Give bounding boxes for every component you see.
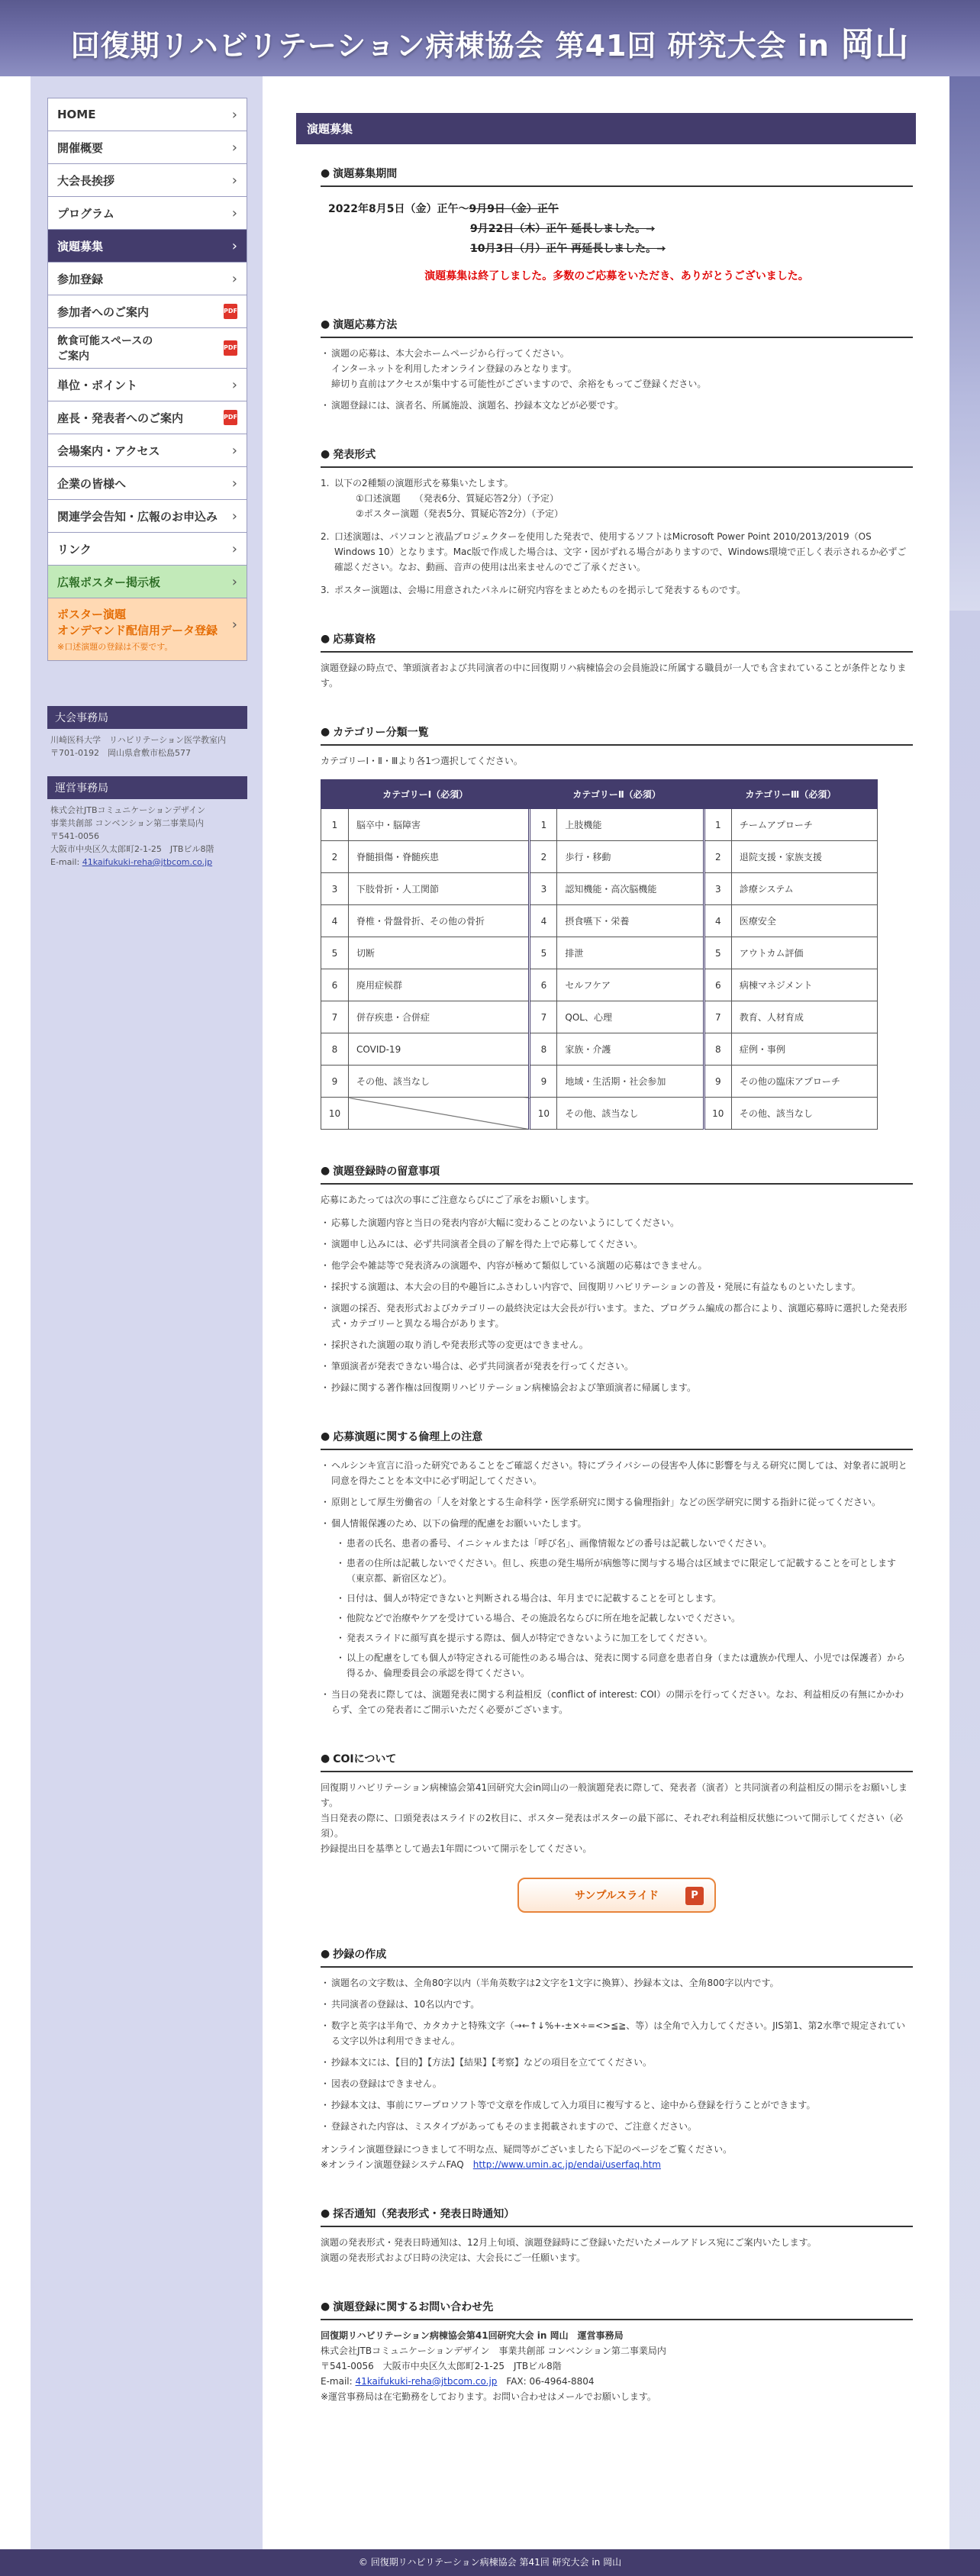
ops-heading: 運営事務局	[47, 776, 247, 799]
notes-intro: 応募にあたっては次の事にご注意ならびにご了承をお願いします。	[321, 1195, 595, 1205]
table-cell: 摂食嚥下・栄養	[557, 905, 704, 937]
chevron-right-icon: ›	[231, 540, 237, 557]
table-cell: 家族・介護	[557, 1033, 704, 1066]
list-item: 1. 以下の2種類の演題形式を募集いたします。 ①口述演題 （発表6分、質疑応答2分）（予定） ②ポスター演題（発表5分、質疑応答2分）（予定）	[321, 478, 564, 519]
nav-ads[interactable]: 関連学会告知・広報のお申込み ›	[47, 499, 247, 533]
chevron-right-icon: ›	[231, 573, 237, 590]
site-title[interactable]	[0, 17, 980, 66]
list-item: ・ 演題申し込みには、必ず共同演者全員の了解を得た上で応募してください。	[321, 1236, 913, 1252]
page-title: 演題募集	[296, 113, 916, 144]
table-header: カテゴリーⅡ（必須）	[530, 780, 704, 809]
section-format: ● 発表形式	[321, 447, 913, 468]
list-item: ・ ヘルシンキ宣言に沿った研究であることをご確認ください。特にプライバシーの侵害や人体に影響を与える研究に関しては、対象者に説明と同意を得たことを本文中に必ず明記してください。	[321, 1458, 913, 1488]
list-item: ・ 応募した演題内容と当日の発表内容が大幅に変わることのないようにしてください。	[321, 1215, 913, 1230]
table-cell-number: 1	[704, 809, 731, 841]
chevron-right-icon: ›	[231, 237, 237, 254]
table-cell-number: 5	[321, 937, 349, 969]
table-cell: その他、該当なし	[557, 1098, 704, 1130]
list-item: ・ 演題名の文字数は、全角80字以内（半角英数字は2文字を1文字に換算）、抄録本文は、全角800字以内です。	[321, 1975, 913, 1991]
list-item: ・ 数字と英字は半角で、カタカナと特殊文字（→←↑↓%+-±×÷=<>≦≧、等）は全角で入力してください。JIS第1、第2水準で規定されている文字以外は利用できません。	[321, 2018, 913, 2049]
list-item: ・ 演題の応募は、本大会ホームページから行ってください。 インターネットを利用したオンライン登録のみとなります。 締切り直前はアクセスが集中する可能性がございますので、余裕をもってご登録ください。	[321, 346, 913, 392]
chevron-right-icon: ›	[231, 508, 237, 524]
nav-poster-upload[interactable]: ポスター演題 オンデマンド配信用データ登録 ※口述演題の登録は不要です。 ›	[47, 598, 247, 661]
table-cell: 併存疾患・合併症	[349, 1001, 530, 1033]
table-cell: 地域・生活期・社会参加	[557, 1066, 704, 1098]
table-row	[321, 969, 878, 1001]
notes-list	[321, 1215, 913, 1395]
table-row	[321, 809, 878, 841]
table-row	[321, 1033, 878, 1066]
table-cell: 脊髄損傷・脊髄疾患	[349, 841, 530, 873]
table-cell-number: 1	[530, 809, 557, 841]
table-cell-number: 1	[321, 809, 349, 841]
coi-text: 回復期リハビリテーション病棟協会第41回研究大会in岡山の一般演題発表に際して、発表者（演者）と共同演者の利益相反の開示をお願いします。 当日発表の際に、口頭発表はスライドの2枚目に、ポスター発表はポスターの最下部に、それぞれ利益相反状態について開示してください（必須）。 抄録提出日を基準として過去1年間について開示をしてください。	[321, 1782, 907, 1854]
chevron-right-icon: ›	[231, 270, 237, 287]
table-cell: 退院支援・家族支援	[731, 841, 877, 873]
list-item: ・ 原則として厚生労働省の「人を対象とする生命科学・医学系研究に関する倫理指針」などの医学研究に関する指針に従ってください。	[321, 1494, 913, 1510]
table-cell-number: 2	[704, 841, 731, 873]
table-cell	[349, 1098, 530, 1130]
table-cell: 排泄	[557, 937, 704, 969]
table-cell-number: 3	[321, 873, 349, 905]
office-info: 大会事務局 川崎医科大学 リハビリテーション医学教室内 〒701-0192 岡山県倉敷市松島577	[47, 706, 247, 759]
ethics-sublist	[336, 1536, 913, 1681]
table-cell: セルフケア	[557, 969, 704, 1001]
list-item: ・ 患者の氏名、患者の番号、イニシャルまたは「呼び名」、画像情報などの番号は記載しないでください。	[336, 1536, 913, 1551]
list-item: ・ 抄録本文は、事前にワープロソフト等で文章を作成して入力項目に複写すると、途中から登録を行うことができます。	[321, 2097, 913, 2113]
table-cell: 医療安全	[731, 905, 877, 937]
chevron-right-icon: ›	[231, 106, 237, 123]
table-header: カテゴリーⅠ（必須）	[321, 780, 530, 809]
notice-text: 演題の発表形式・発表日時通知は、12月上旬頃、演題登録時にご登録いただいたメールアドレス宛にご案内いたします。 演題の発表形式および日時の決定は、大会長にご一任願います。	[321, 2237, 817, 2263]
table-row	[321, 841, 878, 873]
method-list	[321, 346, 913, 413]
list-item: ・ 抄録に関する著作権は回復期リハビリテーション病棟協会および筆頭演者に帰属します。	[321, 1380, 913, 1395]
table-row	[321, 905, 878, 937]
table-cell-number: 10	[704, 1098, 731, 1130]
contact-email-link[interactable]: 41kaifukuki-reha@jtbcom.co.jp	[355, 2376, 498, 2387]
section-abstract: ● 抄録の作成	[321, 1946, 913, 1968]
closed-notice: 演題募集は終了しました。多数のご応募をいただき、ありがとうございました。	[424, 270, 809, 282]
table-cell: QOL、心理	[557, 1001, 704, 1033]
chevron-right-icon: ›	[231, 376, 237, 393]
table-cell: 教育、人材育成	[731, 1001, 877, 1033]
site-header	[0, 0, 980, 76]
section-contact: ● 演題登録に関するお問い合わせ先	[321, 2299, 913, 2320]
nav-home[interactable]: HOME ›	[47, 98, 247, 131]
sidebar	[47, 98, 247, 869]
table-cell-number: 6	[704, 969, 731, 1001]
list-item: ・ 以上の配慮をしても個人が特定される可能性のある場合は、発表に関する同意を患者自身（または遺族か代理人、小児では保護者）から得るか、倫理委員会の承認を得てください。	[336, 1650, 913, 1681]
table-cell-number: 2	[530, 841, 557, 873]
list-item: ・ 共同演者の登録は、10名以内です。	[321, 1997, 913, 2012]
category-table	[321, 779, 878, 1130]
site-title-city: 岡山	[840, 25, 910, 64]
table-cell: その他、該当なし	[349, 1066, 530, 1098]
list-item: ・ 日付は、個人が特定できないと判断される場合は、年月までに記載することを可とします。	[336, 1591, 913, 1606]
section-notice: ● 採否通知（発表形式・発表日時通知）	[321, 2206, 913, 2227]
list-item: ・ 抄録本文には、【目的】【方法】【結果】【考察】などの項目を立ててください。	[321, 2055, 913, 2070]
table-row	[321, 1066, 878, 1098]
table-row	[321, 937, 878, 969]
nav-credits[interactable]: 単位・ポイント ›	[47, 368, 247, 401]
table-cell-number: 10	[530, 1098, 557, 1130]
nav-registration[interactable]: 参加登録 ›	[47, 262, 247, 295]
table-cell-number: 4	[321, 905, 349, 937]
nav-access[interactable]: 会場案内・アクセス ›	[47, 434, 247, 467]
table-cell: 上肢機能	[557, 809, 704, 841]
list-item: ・ 個人情報保護のため、以下の倫理的配慮をお願いいたします。 ・ 患者の氏名、患者の番号、イニシャルまたは「呼び名」、画像情報などの番号は記載しないでください。 ・ 患者の住所は記載しないでください。但し、疾患の発生場所が病態等に関与する場合は区域までに限定して記載することを可とします（東京都、新宿区など）。 ・ 日付は、個人が特定できないと判断される場合は、年月までに記載することを可とします。 ・ 他院などで治療やケアを受けている場合、その施設名ならびに所在地を記載しないでください。 ・ 発表スライドに顔写真を提示する際は、個人が特定できないように加工をしてください。 ・ 以上の配慮をしても個人が特定される可能性のある場合は、発表に関する同意を患者自身（または遺族か代理人、小児では保護者）から得るか、倫理委員会の承認を得てください。	[321, 1516, 913, 1681]
section-notes: ● 演題登録時の留意事項	[321, 1163, 913, 1185]
list-item: ・ 他院などで治療やケアを受けている場合、その施設名ならびに所在地を記載しないでください。	[336, 1610, 913, 1626]
chevron-right-icon: ›	[231, 139, 237, 156]
list-item: ・ 図表の登録はできません。	[321, 2076, 913, 2091]
table-cell-number: 9	[321, 1066, 349, 1098]
table-cell: 認知機能・高次脳機能	[557, 873, 704, 905]
nav-companies[interactable]: 企業の皆様へ ›	[47, 466, 247, 500]
table-cell-number: 3	[704, 873, 731, 905]
table-cell-number: 7	[704, 1001, 731, 1033]
table-cell-number: 8	[321, 1033, 349, 1066]
site-title-text: 回復期リハビリテーション病棟協会 第41回 研究大会 in	[70, 29, 841, 63]
section-category: ● カテゴリー分類一覧	[321, 724, 913, 746]
table-cell-number: 9	[704, 1066, 731, 1098]
table-cell-number: 4	[704, 905, 731, 937]
main-content	[278, 98, 931, 2435]
table-cell: その他の臨床アプローチ	[731, 1066, 877, 1098]
table-cell: COVID-19	[349, 1033, 530, 1066]
table-cell: 病棟マネジメント	[731, 969, 877, 1001]
ops-email-link[interactable]: 41kaifukuki-reha@jtbcom.co.jp	[82, 857, 213, 867]
powerpoint-icon: P	[685, 1887, 704, 1905]
list-item: ・ 当日の発表に際しては、演題発表に関する利益相反（conflict of interest: COI）の開示を行ってください。なお、利益相反の有無にかかわらず、全ての発表者にご開示いただく必要がございます。	[321, 1687, 913, 1717]
footer	[0, 2549, 980, 2576]
table-cell: 症例・事例	[731, 1033, 877, 1066]
contact-info: 回復期リハビリテーション病棟協会第41回研究大会 in 岡山 運営事務局 株式会社JTBコミュニケーションデザイン 事業共創部 コンベンション第二事業局内 〒541-0056 大阪市中央区久太郎町2-1-25 JTBビル8階 E-mail: 41kaifukuki-reha@jtbcom.co.jp FAX: 06-4964-8804 ※運営事務局は在宅勤務をしております。お問い合わせはメールでお願いします。	[321, 2330, 666, 2402]
nav-food-space[interactable]: 飲食可能スペースの ご案内 PDF	[47, 327, 247, 369]
table-cell-number: 8	[530, 1033, 557, 1066]
table-cell-number: 5	[530, 937, 557, 969]
nav-abstracts[interactable]: 演題募集 ›	[47, 229, 247, 263]
page-body	[0, 76, 980, 2549]
table-row	[321, 873, 878, 905]
list-item: 3. ポスター演題は、会場に用意されたパネルに研究内容をまとめたものを掲示して発表するものです。	[321, 585, 746, 595]
table-cell-number: 6	[321, 969, 349, 1001]
table-cell-number: 5	[704, 937, 731, 969]
ethics-list	[321, 1458, 913, 1717]
section-method: ● 演題応募方法	[321, 317, 913, 338]
table-cell-number: 3	[530, 873, 557, 905]
list-item: ・ 他学会や雑誌等で発表済みの演題や、内容が極めて類似している演題の応募はできません。	[321, 1258, 913, 1273]
list-item: ・ 採択する演題は、本大会の目的や趣旨にふさわしい内容で、回復期リハビリテーションの普及・発展に有益なものといたします。	[321, 1279, 913, 1294]
list-item: ・ 発表スライドに顔写真を提示する際は、個人が特定できないように加工をしてください。	[336, 1630, 913, 1646]
abstract-list	[321, 1975, 913, 2134]
ops-info: 運営事務局 株式会社JTBコミュニケーションデザイン 事業共創部 コンベンション第二事業局内 〒541-0056 大阪市中央区久太郎町2-1-25 JTBビル8階 E-mail: 41kaifukuki-reha@jtbcom.co.jp	[47, 776, 247, 869]
copyright: © 回復期リハビリテーション病棟協会 第41回 研究大会 in 岡山	[358, 2557, 622, 2568]
table-cell-number: 8	[704, 1033, 731, 1066]
nav-overview[interactable]: 開催概要 ›	[47, 131, 247, 164]
qualification-text: 演題登録の時点で、筆頭演者および共同演者の中に回復期リハ病棟協会の会員施設に所属する職員が一人でも含まれていることが条件となります。	[321, 663, 907, 688]
nav-guide-participants[interactable]: 参加者へのご案内 PDF	[47, 295, 247, 328]
right-decoration-top	[949, 76, 980, 611]
office-heading: 大会事務局	[47, 706, 247, 729]
sample-slide-button[interactable]: サンプルスライド P	[517, 1878, 716, 1913]
table-cell-number: 4	[530, 905, 557, 937]
table-cell: 脳卒中・脳障害	[349, 809, 530, 841]
category-intro: カテゴリーⅠ・Ⅱ・Ⅲより各1つ選択してください。	[321, 756, 523, 766]
table-cell-number: 7	[321, 1001, 349, 1033]
format-list	[321, 476, 913, 598]
table-row	[321, 1001, 878, 1033]
table-row	[321, 1098, 878, 1130]
pdf-icon: PDF	[224, 304, 237, 319]
section-period: ● 演題募集期間	[321, 166, 913, 187]
faq-link[interactable]: http://www.umin.ac.jp/endai/userfaq.htm	[472, 2159, 661, 2170]
table-cell-number: 7	[530, 1001, 557, 1033]
nav-links[interactable]: リンク ›	[47, 532, 247, 566]
table-cell: 下肢骨折・人工関節	[349, 873, 530, 905]
nav-poster-board[interactable]: 広報ポスター掲示板 ›	[47, 565, 247, 598]
table-cell-number: 2	[321, 841, 349, 873]
table-cell: その他、該当なし	[731, 1098, 877, 1130]
table-cell-number: 10	[321, 1098, 349, 1130]
list-item: ・ 採択された演題の取り消しや発表形式等の変更はできません。	[321, 1337, 913, 1352]
faq-text: オンライン演題登録につきまして不明な点、疑問等がございましたら下記のページをご覧ください。 ※オンライン演題登録システムFAQ http://www.umin.ac.jp/endai/userfaq.htm	[321, 2144, 733, 2170]
section-ethics: ● 応募演題に関する倫理上の注意	[321, 1429, 913, 1450]
list-item: 2. 口述演題は、パソコンと液晶プロジェクターを使用した発表で、使用するソフトはMicrosoft Power Point 2010/2013/2019（OS Windows 10）となります。Mac版で作成した場合は、文字・図がずれる場合がありますので、Windows環境で正しく表示されるか必ずご確認ください。なお、動画、音声の使用は出来ませんのでご了承ください。	[321, 531, 907, 572]
nav-greeting[interactable]: 大会長挨拶 ›	[47, 163, 247, 197]
list-item: ・ 演題登録には、演者名、所属施設、演題名、抄録本文などが必要です。	[321, 398, 913, 413]
table-header: カテゴリーⅢ（必須）	[704, 780, 877, 809]
sidebar-nav	[47, 98, 247, 661]
nav-guide-chairs[interactable]: 座長・発表者へのご案内 PDF	[47, 401, 247, 434]
list-item: ・ 演題の採否、発表形式およびカテゴリーの最終決定は大会長が行います。また、プログラム編成の都合により、演題応募時に選択した発表形式・カテゴリーと異なる場合があります。	[321, 1301, 913, 1331]
chevron-right-icon: ›	[231, 172, 237, 189]
table-cell-number: 9	[530, 1066, 557, 1098]
table-cell: 廃用症候群	[349, 969, 530, 1001]
table-cell: 脊椎・骨盤骨折、その他の骨折	[349, 905, 530, 937]
chevron-right-icon: ›	[231, 442, 237, 459]
table-cell: チームアプローチ	[731, 809, 877, 841]
pdf-icon: PDF	[224, 410, 237, 425]
list-item: ・ 登録された内容は、ミスタイプがあってもそのまま掲載されますので、ご注意ください。	[321, 2119, 913, 2134]
table-cell: 切断	[349, 937, 530, 969]
chevron-right-icon: ›	[231, 617, 237, 633]
section-qualification: ● 応募資格	[321, 631, 913, 653]
pdf-icon: PDF	[224, 340, 237, 356]
table-cell-number: 6	[530, 969, 557, 1001]
chevron-right-icon: ›	[231, 205, 237, 221]
table-cell: 診療システム	[731, 873, 877, 905]
list-item: ・ 患者の住所は記載しないでください。但し、疾患の発生場所が病態等に関与する場合は区域までに限定して記載することを可とします（東京都、新宿区など）。	[336, 1556, 913, 1586]
nav-program[interactable]: プログラム ›	[47, 196, 247, 230]
table-cell: アウトカム評価	[731, 937, 877, 969]
section-coi: ● COIについて	[321, 1751, 913, 1772]
chevron-right-icon: ›	[231, 475, 237, 492]
list-item: ・ 筆頭演者が発表できない場合は、必ず共同演者が発表を行ってください。	[321, 1359, 913, 1374]
period-dates: 2022年8月5日（金）正午〜9月9日（金）正午 9月22日（木）正午 延長しました。→ 10月3日（月）正午 再延長しました。→	[328, 203, 666, 255]
table-cell: 歩行・移動	[557, 841, 704, 873]
